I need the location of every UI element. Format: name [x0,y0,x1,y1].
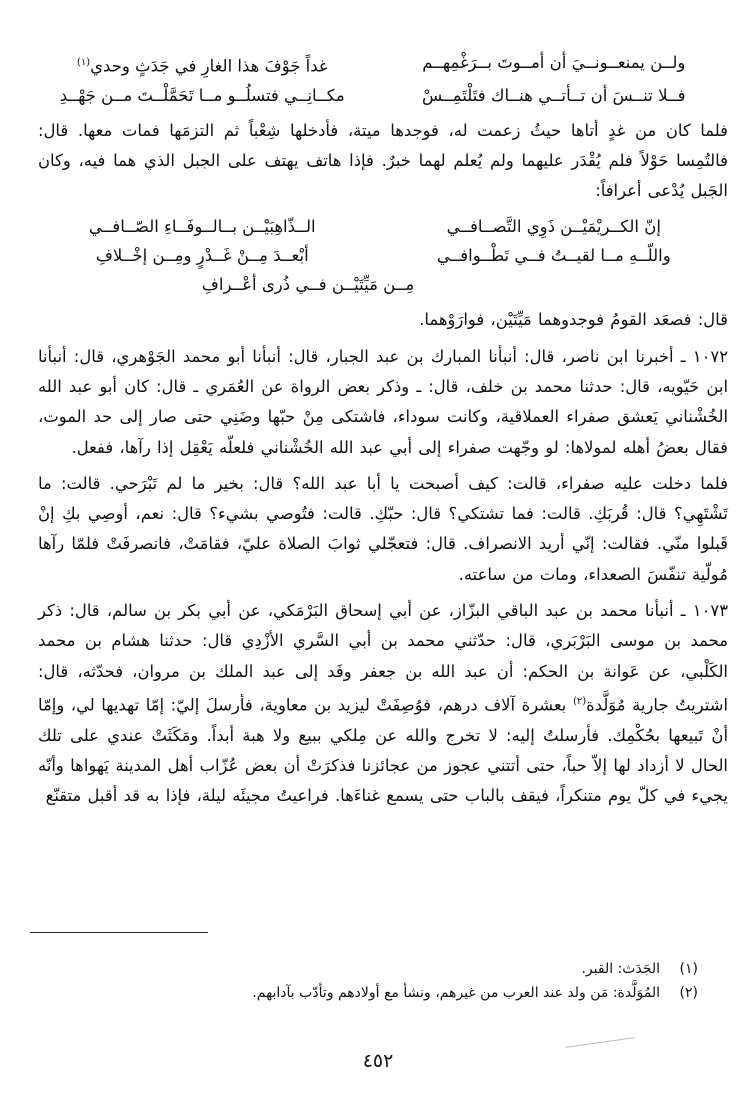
footnote-2-text: المُوَلَّدة: مَن ولد عند العرب من غيرهم، ونشأ مع أولادهم وتأدّب بآدابهم. [252,985,660,1001]
poem1-line-1 [38,48,728,81]
page-body [38,48,728,812]
paragraph-5-part-1: ١٠٧٣ ـ أنبأنا محمد بن عبد الباقي البزّاز، عن أبي إسحاق البَرْمَكي، عن أبي بكر بن سالم، قال: ذكر محمد بن موسى البَرْبَري، قال: حدّثني محمد بن أبي السَّري الأزْدِي قال: حدثنا هشام بن محمد الكَلْبي، عن عَوانة بن الحكم: أن عبد الله بن جعفر وفَد إلى عبد الملك بن مروان، فحدّثه، قال: اشتريتُ جارية مُوَلَّدة [38,601,728,715]
poem2-line-1 [38,212,728,241]
footnote-1 [38,957,698,981]
footnote-2-number: (٢) [679,985,698,1001]
paragraph-4: فلما دخلت عليه صفراء، قالت: كيف أصبحت يا أبا عبد الله؟ قال: بخير ما لم تَبْرَحي. قالت: ما تَشْتَهِي؟ قال: قُربَكِ. قالت: فما تشتكي؟ قال: حبّكِ. قالت: فتُوصي بشيء؟ قال: نعم، أوصِي بكِ إنْ قَبلوا منّي. فقالت: إنّي أريد الانصراف. قال: فتعجّلي ثوابَ الصلاة عليّ، فقامَتْ، فانصرفَتْ فلمّا رآها مُولّية تنفّسَ الصعداء، ومات من ساعته. [38,473,728,584]
footnote-1-number: (١) [679,961,698,977]
paragraph-2: قال: فصعَد القومُ فوجدوهما مَيِّتَيْن، فوارَوْهما. [419,310,728,330]
page-number: ٤٥٢ [362,1050,394,1072]
poem1-line-2-right: فــلا تنــسَ أن تــأتــي هنــاك فتَلْتَمِــسْ [422,85,686,105]
footnote-divider [30,932,208,933]
footnote-ref-1: (١) [76,57,91,68]
footnote-2 [38,981,698,1005]
poem1-line-1-left [40,48,364,81]
poem2-line-2-left: أبْعــدَ مِــنْ غَــدْرٍ ومِــن إخْــلافِ [95,246,309,266]
paragraph-5-part-2: بعشرة آلاف درهم، فوُصِفَتْ ليزيد بن معاوية، فأرسلَ إليّ: إمّا تهديها لي، وإمّا أنْ تَبيعها بحُكْمِك. فأرسلتُ إليه: لا تخرج والله عن مِلكي ببيع ولا هبة أبداً. ومَكَثَتْ عندي على تلك الحال لا أزداد لها إلاّ حباً، حتى أتتني عجوز من عجائزنا فذكرَتْ أن بعض عُزّاب أهل المدينة يَهواها وأنّه يجيء في كلّ يوم متنكراً، فيقف بالباب حتى يسمع غناءَها. فراعيتُ مجيئَه ليلة، فإذا به قد أقبل متقنّع [38,695,728,806]
poem2-line-2-right: واللّــهِ مــا لقيــتُ فــي تَطْــوافــي [436,246,671,266]
poem1-line-1-left-text: غداً جَوْفَ هذا الغارِ في جَدَثٍ وحدي [90,56,328,76]
poem1-line-2 [38,81,728,110]
poem2-line-1-right: إنّ الكــريْمَيْــن ذَوِي التَّصــافــي [446,217,661,237]
poem2-line-1-left: الــذّاهِبَيْــن بــالــوفَــاءِ الصّــافــي [88,217,316,237]
footnote-ref-2: (٢) [572,695,587,707]
poem1-line-2-left: مكــانِــي فتسلُــو مــا تَحَمَّلْــتَ مــن جَهْــدِ [59,85,345,105]
poem1-line-1-right: ولــن يمنعــونــيَ أن أمــوتَ بــرَغْمِهــم [422,53,686,72]
footnote-1-text: الجَدَث: القبر. [581,961,660,977]
poem2-line-2 [38,241,728,270]
paragraph-3-narration-1072: ١٠٧٢ ـ أخبرنا ابن ناصر، قال: أنبأنا المبارك بن عبد الجبار، قال: أنبأنا أبو محمد الجَوْهري، قال: أنبأنا ابن حَيّويه، قال: حدثنا محمد بن خلف، قال: ـ وذكر بعض الرواة عن العُمَري ـ قال: كان أبو عبد الله الخُشْناني يَعشق صفراء العملاقية، وكانت سوداء، فاشتكى مِنْ حبّها وضَنِي حتى صار إلى حد الموت، فقال بعضُ أهله لمولاها: لو وجّهت صفراء إلى أبي عبد الله الخُشْناني فلعلّه يَعْقِل إذا رآها، ففعل. [38,346,728,457]
footnotes [38,957,698,1005]
poem2-line-3: مِــن مَيِّتَيْــن فــي ذُرى أعْــرافِ [201,275,415,295]
paragraph-1: فلما كان من غدٍ أتاها حيثُ زعمت له، فوجدها ميتة، فأدخلها شِعْباً ثم التزمَها فمات معها. قال: فالتُمِسا حَوْلاً فلم يُقْدَر عليهما ولم يُعلم لهما خبرٌ. فإذا هاتف يهتف على الجبل الذي هما فيه، وكان الجَبل يُدْعى أعرافاً: [38,120,728,201]
scan-line-mark [565,1037,634,1048]
paragraph-5-narration-1073 [38,596,728,812]
